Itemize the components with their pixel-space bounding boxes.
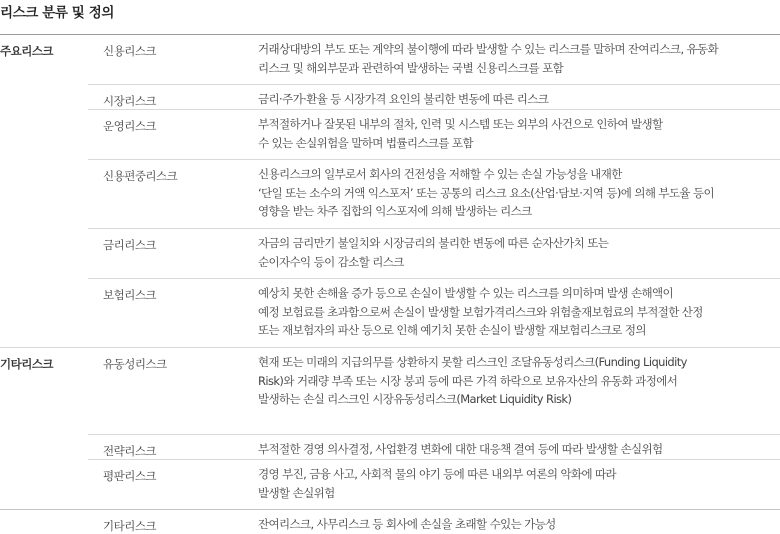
description-line: 발생할 손실위험 (258, 485, 335, 500)
row-divider (88, 109, 780, 110)
category-label: 기타리스크 (0, 357, 54, 371)
risk-classification-table (0, 34, 780, 533)
row-divider (88, 159, 780, 160)
risk-description (258, 353, 780, 409)
description-line: 금리·주가·환율 등 시장가격 요인의 불리한 변동에 따른 리스크 (258, 92, 549, 106)
description-line: 신용리스크의 일부로서 회사의 건전성을 저해할 수 있는 손실 가능성을 내재한 (258, 167, 622, 181)
row-divider (88, 84, 780, 85)
risk-type: 신용편중리스크 (103, 169, 178, 183)
description-line: 또는 재보험자의 파산 등으로 인해 예기치 못한 손실이 발생할 재보험리스크로 정의 (258, 323, 646, 337)
risk-type: 전략리스크 (103, 444, 157, 458)
risk-description (258, 465, 780, 502)
category-label: 주요리스크 (0, 44, 54, 58)
risk-description (258, 284, 780, 340)
description-line: 부적절하거나 잘못된 내부의 절차, 인력 및 시스템 또는 외부의 사건으로 인하여 발생할 (258, 117, 663, 131)
risk-type: 기타리스크 (103, 519, 157, 533)
description-line: 자금의 금리만기 불일치와 시장금리의 불리한 변동에 따른 순자산가치 또는 (258, 236, 609, 250)
description-line: ‘단일 또는 소수의 거액 익스포저’ 또는 공통의 리스크 요소(산업·담보·지역 등)에 의해 부도율 등이 (258, 185, 714, 200)
row-divider (0, 347, 780, 348)
description-line: 거래상대방의 부도 또는 계약의 불이행에 따라 발생할 수 있는 리스크를 말하며 잔여리스크, 유동화 (258, 42, 719, 56)
description-line: 경영 부진, 금융 사고, 사회적 물의 야기 등에 따른 내외부 여론의 악화에 따라 (258, 467, 617, 481)
risk-description (258, 515, 780, 534)
risk-description (258, 440, 780, 459)
description-line: 발생하는 손실 리스크인 시장유동성리스크(Market Liquidity Risk) (258, 392, 572, 406)
description-line: 영향을 받는 차주 집합의 익스포저에 의해 발생하는 리스크 (258, 204, 532, 218)
row-divider (88, 459, 780, 460)
description-line: 부적절한 경영 의사결정, 사업환경 변화에 대한 대응책 결여 등에 따라 발생할 손실위험 (258, 442, 663, 456)
description-line: 리스크 및 해외부문과 관련하여 발생하는 국별 신용리스크를 포함 (258, 60, 564, 75)
description-line: 순이자수익 등이 감소할 리스크 (258, 254, 404, 269)
risk-description (258, 234, 780, 271)
risk-type: 유동성리스크 (103, 357, 167, 371)
table-bottom-border (0, 509, 780, 510)
risk-type: 보험리스크 (103, 288, 157, 302)
table-top-border (0, 34, 780, 35)
risk-type: 신용리스크 (103, 44, 157, 58)
risk-description (258, 40, 780, 77)
page-title: 리스크 분류 및 정의 (0, 5, 115, 21)
risk-type: 운영리스크 (103, 119, 157, 133)
risk-description (258, 115, 780, 152)
description-line: 잔여리스크, 사무리스크 등 회사에 손실을 초래할 수있는 가능성 (258, 517, 556, 531)
row-divider (88, 228, 780, 229)
risk-type: 평판리스크 (103, 469, 157, 483)
row-divider (88, 278, 780, 279)
description-line: 예정 보험료를 초과함으로써 손실이 발생할 보험가격리스크와 위험출재보험료의 부적절한 산정 (258, 304, 703, 319)
description-line: Risk)와 거래량 부족 또는 시장 붕괴 등에 따른 가격 하락으로 보유자산의 유동화 과정에서 (258, 373, 678, 388)
row-divider (88, 434, 780, 435)
risk-description (258, 90, 780, 109)
description-line: 현재 또는 미래의 지급의무를 상환하지 못할 리스크인 조달유동성리스크(Funding Liquidity (258, 355, 687, 369)
risk-type: 금리리스크 (103, 238, 157, 252)
description-line: 수 있는 손실위험을 말하며 법률리스크를 포함 (258, 135, 473, 150)
risk-type: 시장리스크 (103, 94, 157, 108)
risk-description (258, 165, 780, 221)
description-line: 예상치 못한 손해율 증가 등으로 손실이 발생할 수 있는 리스크를 의미하며 발생 손해액이 (258, 286, 673, 300)
